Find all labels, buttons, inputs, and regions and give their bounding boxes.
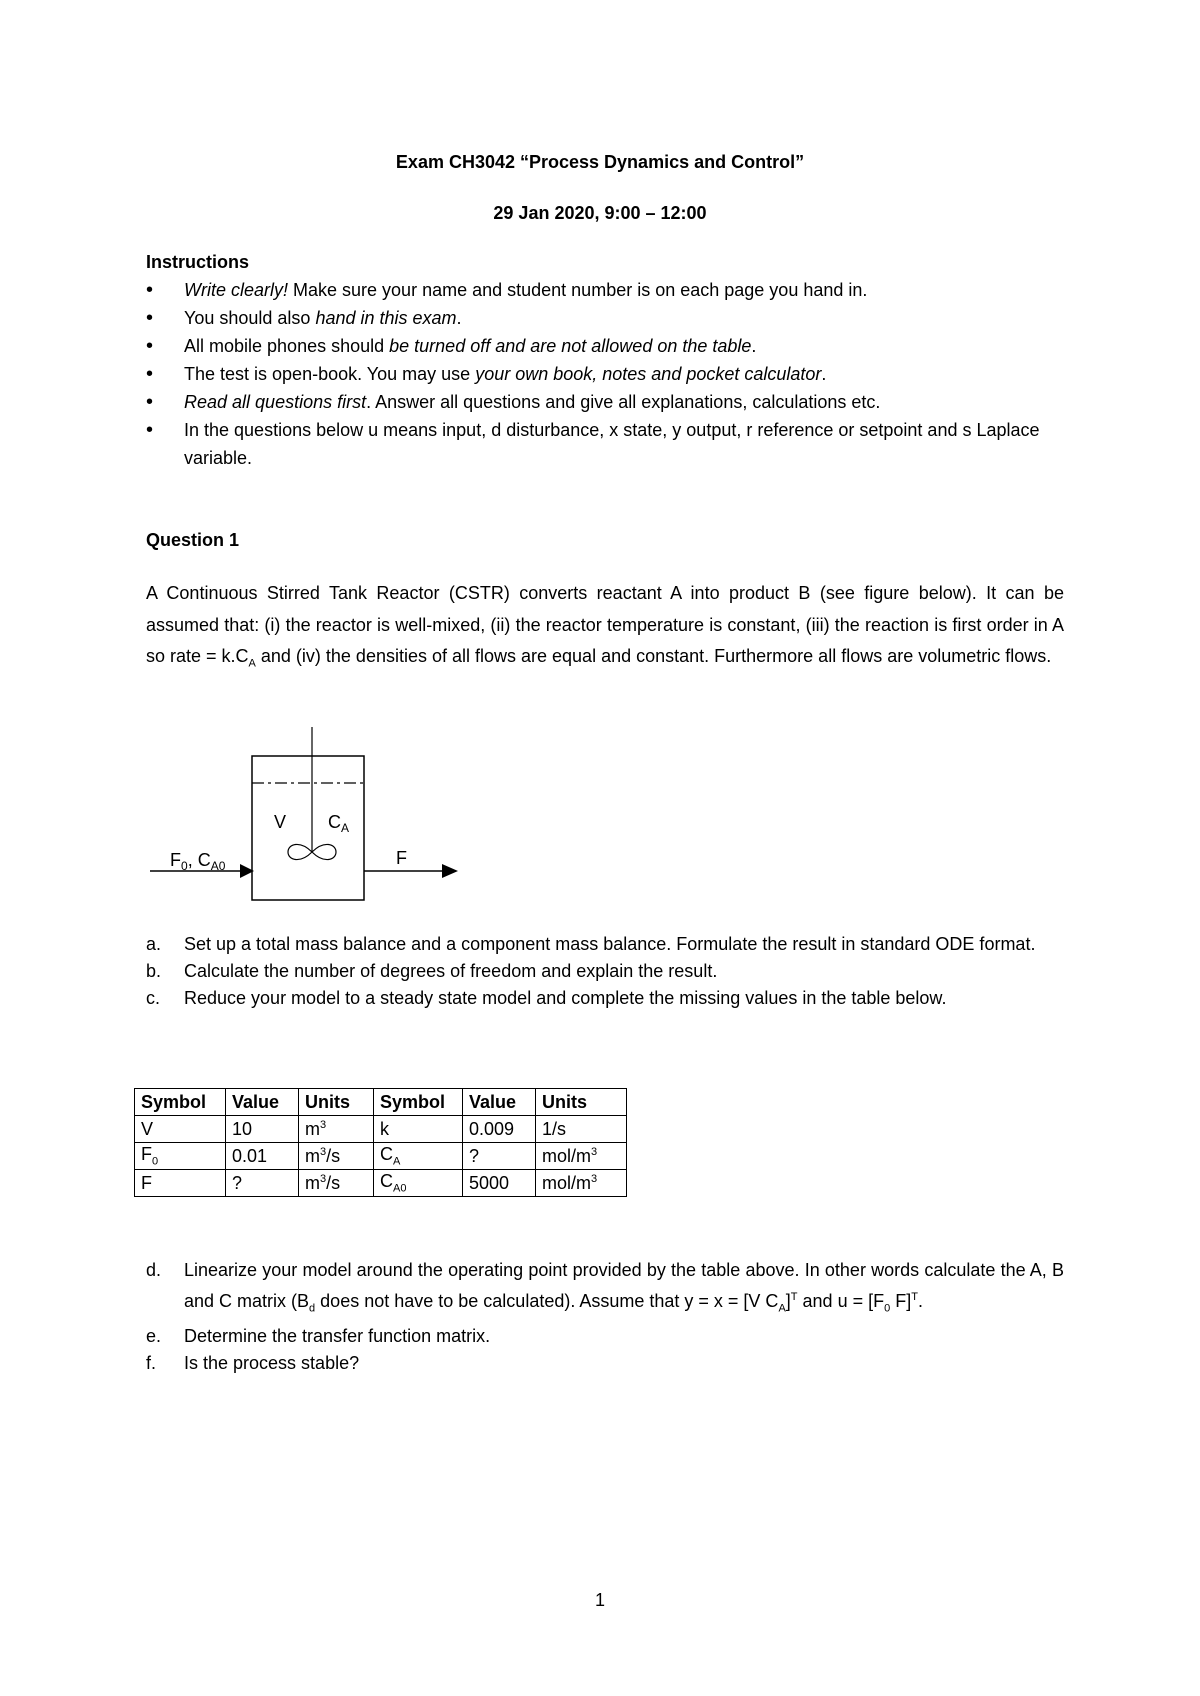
table-cell: k bbox=[374, 1116, 463, 1143]
page-number: 1 bbox=[594, 1590, 605, 1610]
volume-label: V bbox=[274, 812, 287, 832]
column-header: Symbol bbox=[374, 1089, 463, 1116]
table-cell: V bbox=[135, 1116, 226, 1143]
concentration-label: $C_A$ bbox=[328, 812, 350, 835]
instruction-item: • The test is open-book. You may use your own book, notes and pocket calculator. bbox=[146, 360, 1066, 388]
table-cell: 5000 bbox=[463, 1170, 536, 1197]
question-part: c. Reduce your model to a steady state model and complete the missing values in the table below. bbox=[146, 988, 947, 1008]
question-part: b. Calculate the number of degrees of freedom and explain the result. bbox=[146, 961, 718, 981]
table-cell: $m^3/s$ bbox=[299, 1143, 374, 1170]
column-header: Value bbox=[463, 1089, 536, 1116]
question-part: e. Determine the transfer function matrix. bbox=[146, 1325, 491, 1346]
table-row bbox=[135, 1116, 627, 1143]
instructions-heading: Instructions bbox=[146, 252, 250, 272]
instruction-item: • Write clearly! Make sure your name and student number is on each page you hand in. bbox=[146, 276, 1066, 304]
instructions-list bbox=[146, 276, 1066, 472]
table-cell: $m^3/s$ bbox=[299, 1170, 374, 1197]
exam-date: 29 Jan 2020, 9:00 – 12:00 bbox=[493, 203, 707, 223]
table-cell: F bbox=[135, 1170, 226, 1197]
outlet-arrowhead bbox=[442, 864, 458, 878]
parameter-table bbox=[134, 1088, 627, 1197]
table-cell: mol/$m^3$ bbox=[536, 1143, 627, 1170]
inlet-label: $F_0$, $C_{A0}$ bbox=[170, 850, 226, 873]
outlet-label: F bbox=[396, 848, 407, 868]
question-part: f. Is the process stable? bbox=[146, 1352, 360, 1373]
instruction-item: • In the questions below u means input, d disturbance, x state, y output, r reference or setpoint and s Laplace variable. bbox=[146, 416, 1066, 472]
question-1-parts-abc bbox=[146, 931, 1064, 1012]
exam-title: Exam CH3042 “Process Dynamics and Control” bbox=[395, 152, 805, 172]
column-header: Value bbox=[226, 1089, 299, 1116]
question-1-heading: Question 1 bbox=[146, 530, 240, 550]
instruction-item: • All mobile phones should be turned off and are not allowed on the table. bbox=[146, 332, 1066, 360]
table-cell: ? bbox=[463, 1143, 536, 1170]
column-header: Units bbox=[536, 1089, 627, 1116]
instruction-item: • You should also hand in this exam. bbox=[146, 304, 1066, 332]
table-cell: ? bbox=[226, 1170, 299, 1197]
table-cell: 0.01 bbox=[226, 1143, 299, 1170]
table-header-row bbox=[135, 1089, 627, 1116]
question-part: d. Linearize your model around the operating point provided by the table above. In other words calculate the A, B and C matrix ($B_d$ does not have to be calculated). Assume that y = x = [V $C_A]^T$ and $u = [F_0$ F]$^T$. bbox=[146, 1260, 1064, 1315]
table-cell: $C_A$ bbox=[374, 1143, 463, 1170]
cstr-diagram bbox=[150, 720, 470, 910]
instruction-item: • Read all questions first. Answer all questions and give all explanations, calculations etc. bbox=[146, 388, 1066, 416]
table-row bbox=[135, 1170, 627, 1197]
table-cell: 1/s bbox=[536, 1116, 627, 1143]
table-cell: mol/$m^3$ bbox=[536, 1170, 627, 1197]
column-header: Symbol bbox=[135, 1089, 226, 1116]
question-1-intro: A Continuous Stirred Tank Reactor (CSTR) converts reactant A into product B (see figure below). It can be assumed that: (i) the reactor is well-mixed, (ii) the reactor temperature is constant, (iii) the reaction is first order in A so rate = $k.C_A$ and (iv) the densities of all flows are equal and constant. Furthermore all flows are volumetric flows. bbox=[146, 583, 1064, 670]
table-cell: 0.009 bbox=[463, 1116, 536, 1143]
table-cell: $C_{A0}$ bbox=[374, 1170, 463, 1197]
table-row bbox=[135, 1143, 627, 1170]
question-1-parts-def bbox=[146, 1257, 1064, 1377]
table-cell: $m^3$ bbox=[299, 1116, 374, 1143]
column-header: Units bbox=[299, 1089, 374, 1116]
question-part: a. Set up a total mass balance and a component mass balance. Formulate the result in standard ODE format. bbox=[146, 934, 1036, 954]
table-cell: 10 bbox=[226, 1116, 299, 1143]
table-cell: $F_0$ bbox=[135, 1143, 226, 1170]
